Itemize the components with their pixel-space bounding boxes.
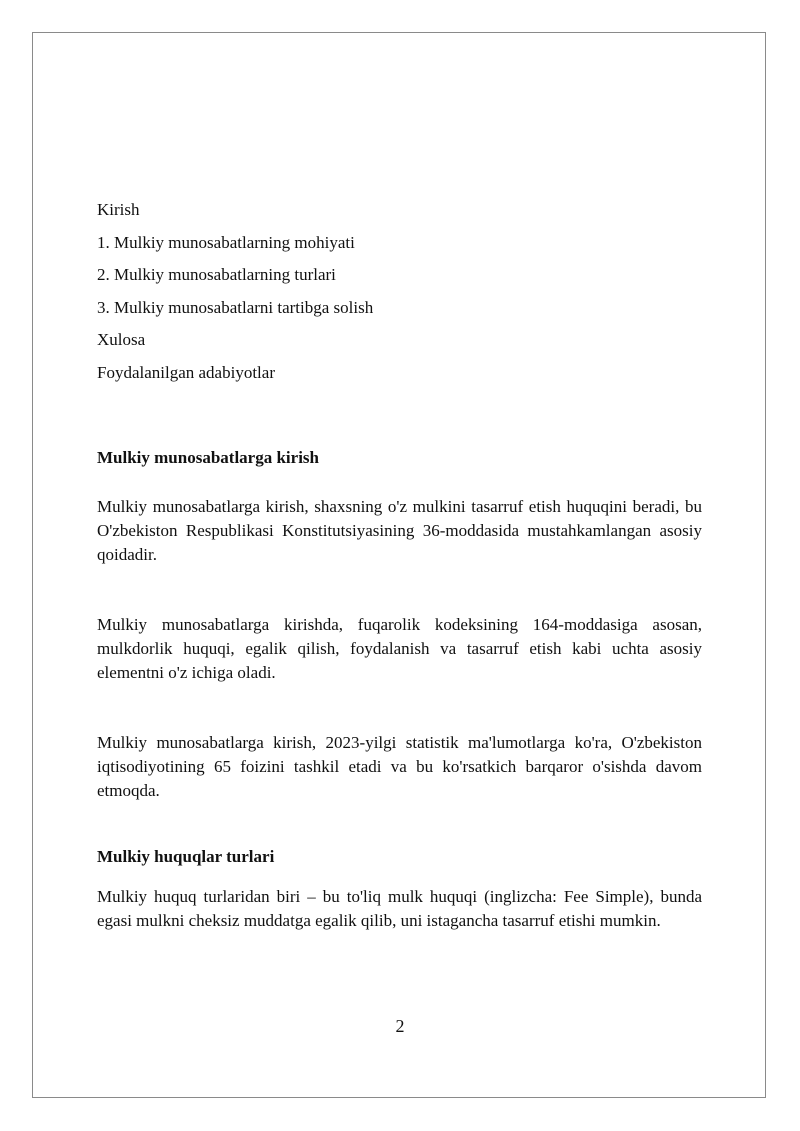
toc-item-2: 2. Mulkiy munosabatlarning turlari	[97, 265, 336, 284]
paragraph: Mulkiy huquq turlaridan biri – bu to'liq mulk huquqi (inglizcha: Fee Simple), bunda egasi mulkni cheksiz muddatga egalik qilib, uni istagancha tasarruf etishi mumkin.	[97, 886, 702, 930]
toc-item-3: 3. Mulkiy munosabatlarni tartibga solish	[97, 297, 374, 317]
paragraph: Mulkiy munosabatlarga kirish, shaxsning o'z mulkini tasarruf etish huquqini beradi, bu O'zbekiston Respublikasi Konstitutsiyasining 36-moddasida mustahkamlangan asosiy qoidadir.	[97, 496, 702, 564]
toc-item-1: 1. Mulkiy munosabatlarning mohiyati	[97, 232, 355, 252]
toc-item-conclusion: Xulosa	[97, 330, 146, 349]
section-heading-rights-types: Mulkiy huquqlar turlari	[97, 846, 275, 866]
toc-item-intro: Kirish	[97, 200, 140, 219]
paragraph: Mulkiy munosabatlarga kirishda, fuqarolik kodeksining 164-moddasiga asosan, mulkdorlik huquqi, egalik qilish, foydalanish va tasarruf etish kabi uchta asosiy elementni o'z ichiga oladi.	[97, 614, 702, 682]
document-body	[97, 199, 702, 933]
page-number: 2	[395, 1016, 405, 1036]
table-of-contents	[97, 199, 702, 384]
paragraph: Mulkiy munosabatlarga kirish, 2023-yilgi statistik ma'lumotlarga ko'ra, O'zbekiston iqtisodiyotining 65 foizini tashkil etadi va bu ko'rsatkich barqaror o'sishda davom etmoqda.	[97, 732, 702, 800]
toc-item-references: Foydalanilgan adabiyotlar	[97, 362, 275, 382]
section-heading-intro: Mulkiy munosabatlarga kirish	[97, 447, 319, 467]
